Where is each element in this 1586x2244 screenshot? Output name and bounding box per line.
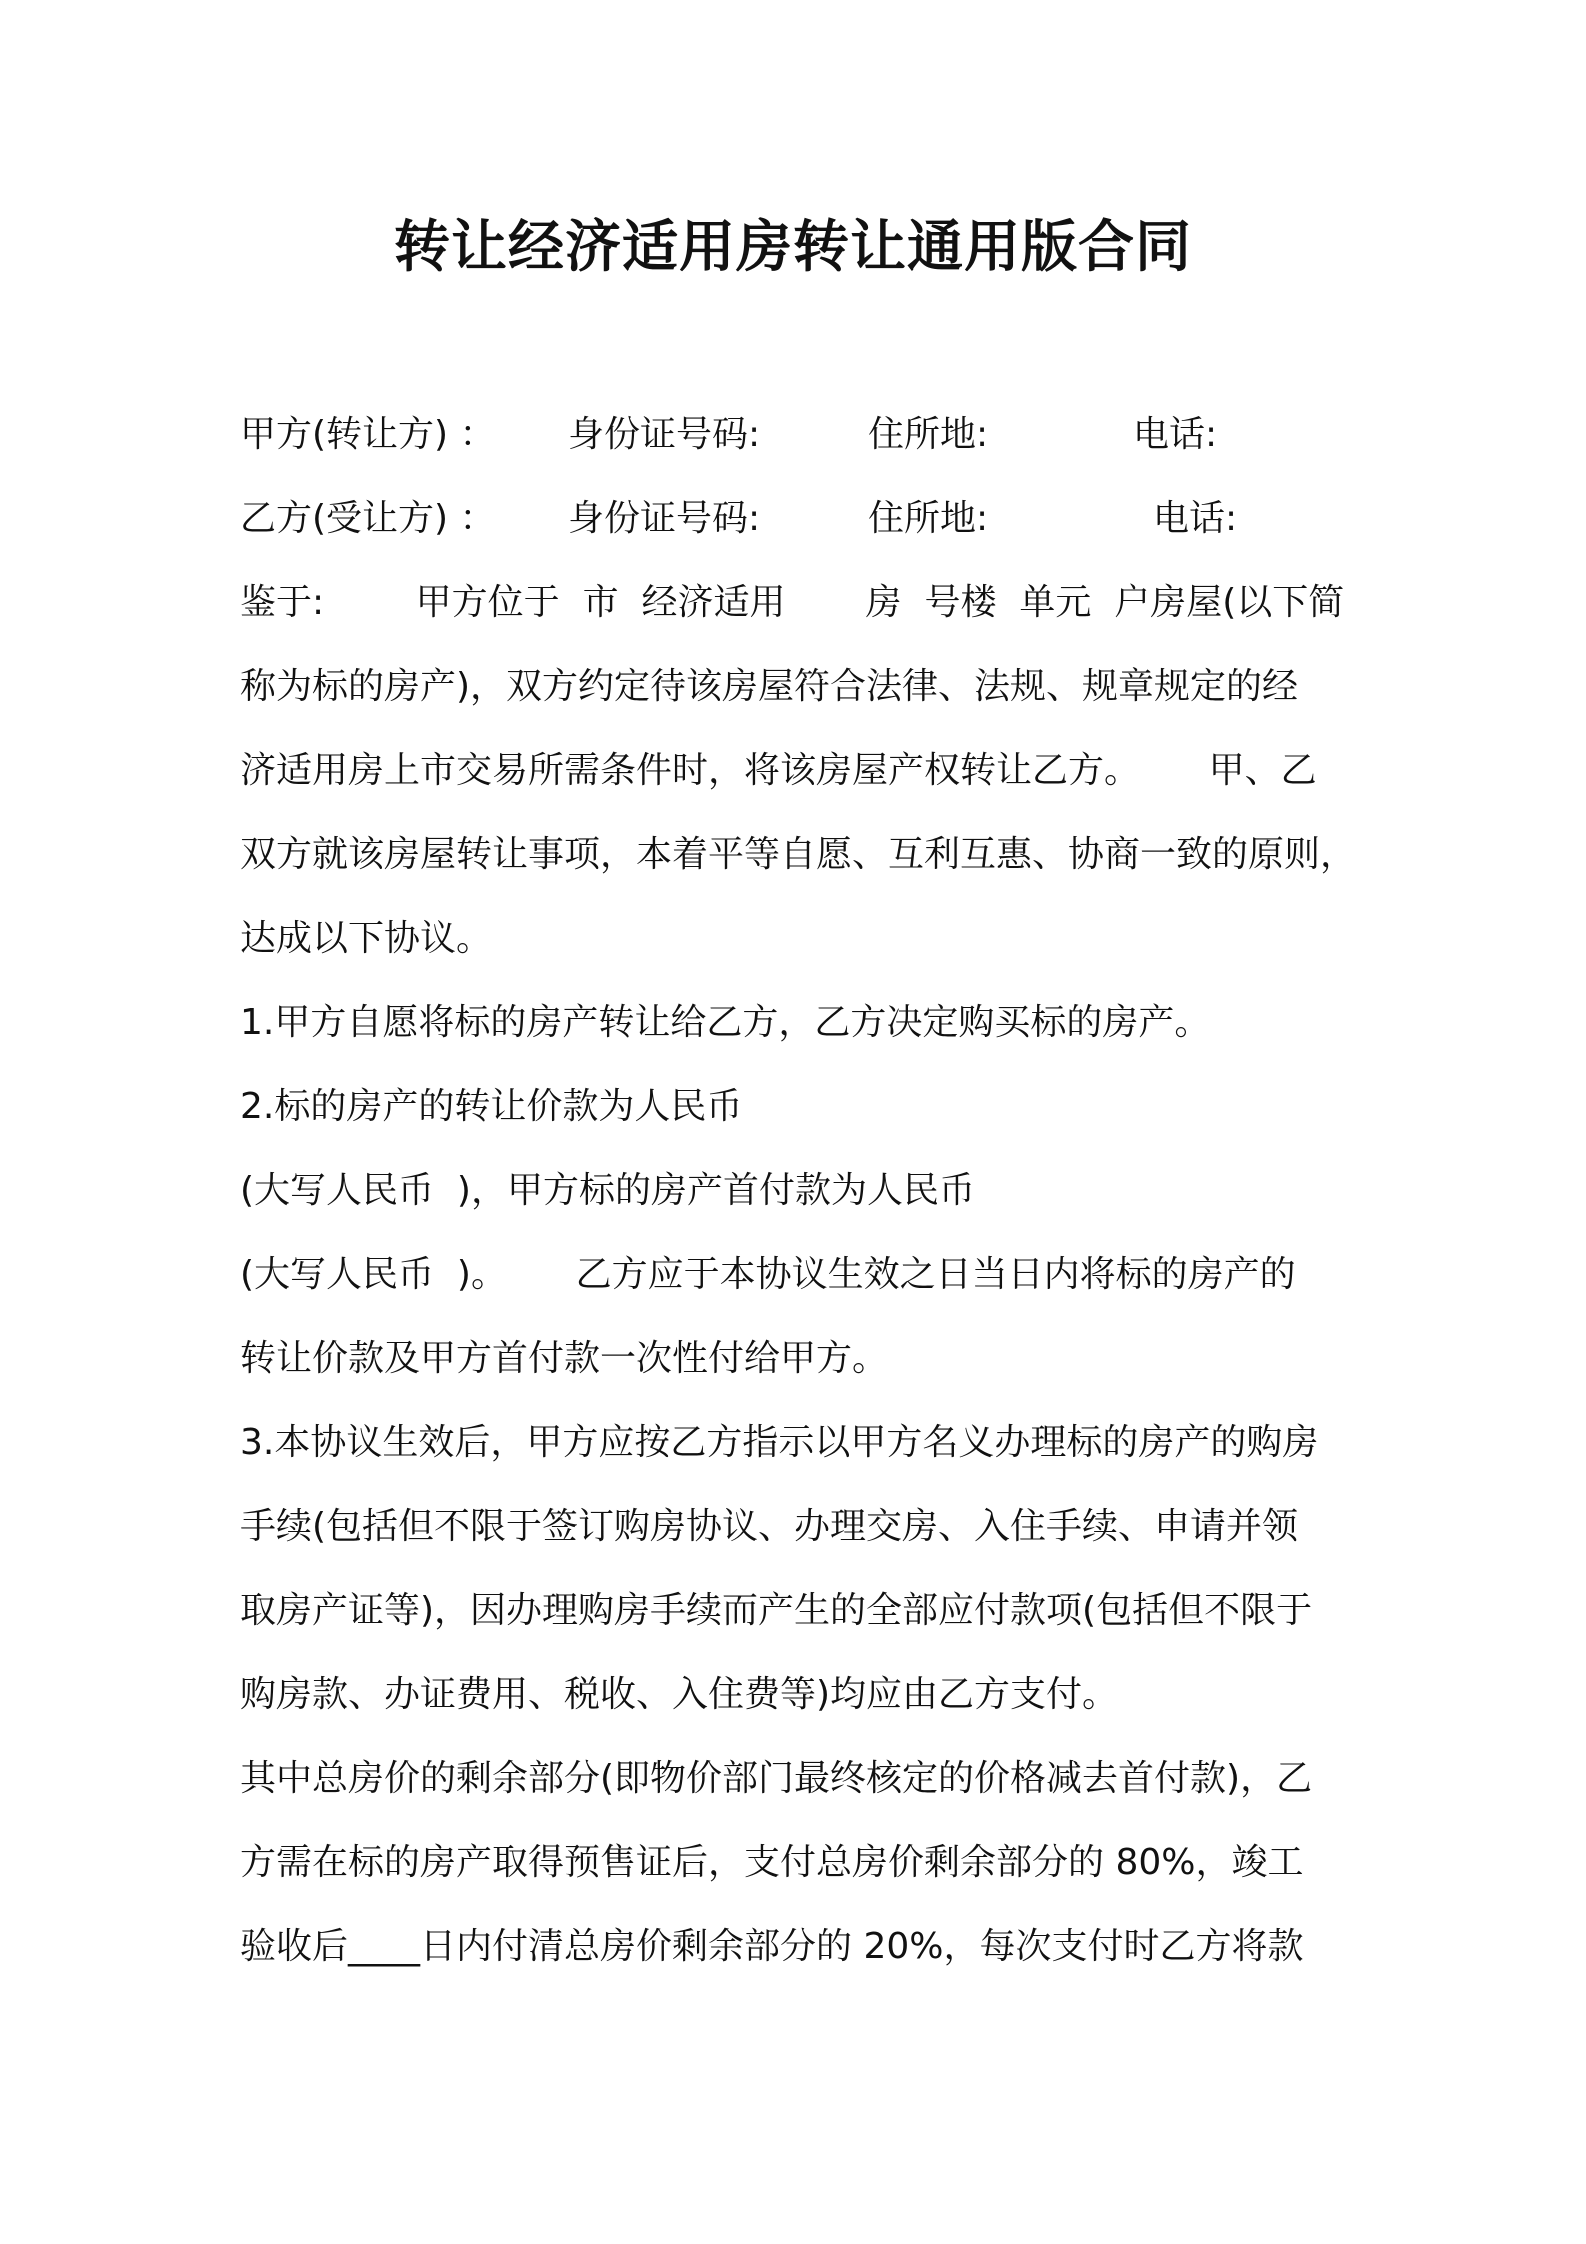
body-line: (大写人民币 )。 乙方应于本协议生效之日当日内将标的房产的 xyxy=(240,1254,1296,1295)
party-a-id-label: 身份证号码: xyxy=(568,414,761,455)
party-b-label: 乙方(受让方) ： xyxy=(240,498,496,539)
body-line: 称为标的房产)，双方约定待该房屋符合法律、法规、规章规定的经 xyxy=(240,666,1299,707)
body-line: 取房产证等)，因办理购房手续而产生的全部应付款项(包括但不限于 xyxy=(240,1590,1313,1631)
body-line: 鉴于: 甲方位于 市 经济适用 房 号楼 单元 户房屋(以下简 xyxy=(240,582,1345,623)
body-line: 济适用房上市交易所需条件时，将该房屋产权转让乙方。 甲、乙 xyxy=(240,750,1317,791)
body-line: 1.甲方自愿将标的房产转让给乙方，乙方决定购买标的房产。 xyxy=(240,1002,1211,1043)
party-b-phone-label: 电话: xyxy=(1153,498,1238,539)
body-line: 购房款、办证费用、税收、入住费等)均应由乙方支付。 xyxy=(240,1674,1119,1715)
party-b-address-label: 住所地: xyxy=(868,498,989,539)
body-line: 转让价款及甲方首付款一次性付给甲方。 xyxy=(240,1338,889,1379)
body-line: 手续(包括但不限于签订购房协议、办理交房、入住手续、申请并领 xyxy=(240,1506,1299,1547)
body-line: 达成以下协议。 xyxy=(240,918,493,959)
body-line: 验收后____日内付清总房价剩余部分的 20%，每次支付时乙方将款 xyxy=(240,1926,1304,1967)
body-line: 方需在标的房产取得预售证后，支付总房价剩余部分的 80%，竣工 xyxy=(240,1842,1304,1883)
party-b-id-label: 身份证号码: xyxy=(568,498,761,539)
party-a-phone-label: 电话: xyxy=(1133,414,1218,455)
body-line: 3.本协议生效后，甲方应按乙方指示以甲方名义办理标的房产的购房 xyxy=(240,1422,1319,1463)
document-title: 转让经济适用房转让通用版合同 xyxy=(394,215,1192,280)
party-a-label: 甲方(转让方) ： xyxy=(240,414,496,455)
party-a-address-label: 住所地: xyxy=(868,414,989,455)
body-line: (大写人民币 )，甲方标的房产首付款为人民币 xyxy=(240,1170,975,1211)
body-line: 2.标的房产的转让价款为人民币 xyxy=(240,1086,743,1127)
body-line: 双方就该房屋转让事项，本着平等自愿、互利互惠、协商一致的原则， xyxy=(240,834,1357,875)
body-line: 其中总房价的剩余部分(即物价部门最终核定的价格减去首付款)，乙 xyxy=(240,1758,1313,1799)
